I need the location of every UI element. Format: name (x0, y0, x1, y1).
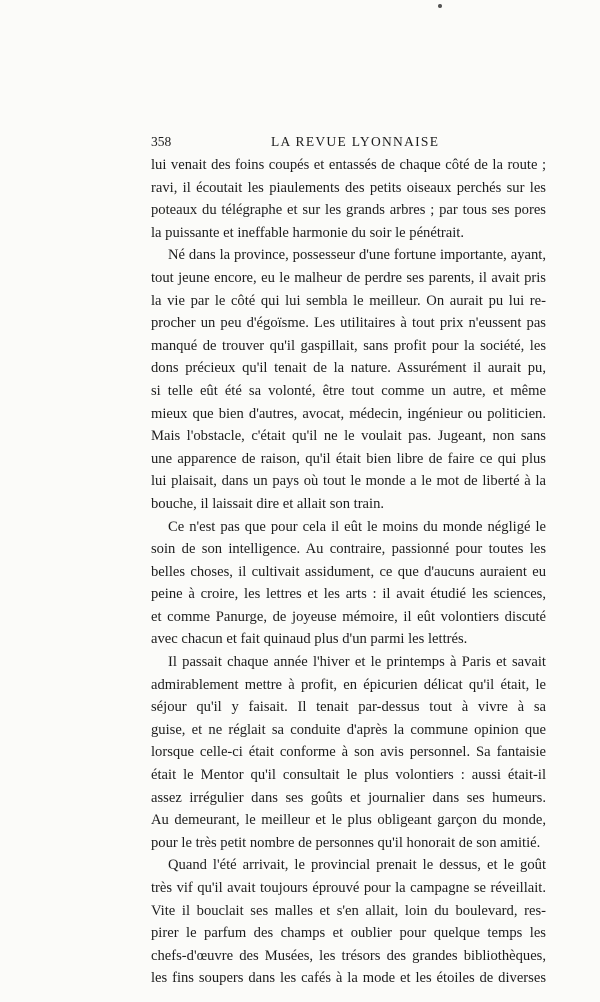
text-line: manqué de trouver qu'il gaspillait, sans profit pour la société, les (151, 337, 546, 354)
text-line: lui venait des foins coupés et entassés de chaque côté de la route ; (151, 157, 546, 173)
text-line: admirablement mettre à profit, en épicurien délicat qu'il était, le (151, 676, 546, 693)
text-line: guise, et ne réglait sa conduite d'après la commune opinion que (151, 721, 546, 738)
text-line: dons précieux qu'il tenait de la nature. Assurément il aurait pu, (151, 360, 546, 377)
print-speck (438, 4, 442, 8)
text-line: poteaux du télégraphe et sur les grands arbres ; par tous ses pores (151, 202, 546, 219)
text-line: procher un peu d'égoïsme. Les utilitaires à tout prix n'eussent pas (151, 315, 546, 332)
text-line: bouche, il laissait dire et allait son train. (151, 495, 385, 512)
text-line: avec chacun et fait quinaud plus d'un parmi les lettrés. (151, 631, 468, 648)
text-line: mieux que bien d'autres, avocat, médecin, ingénieur ou politicien. (151, 405, 546, 422)
text-line: très vif qu'il avait toujours éprouvé pour la campagne se réveillait. (151, 880, 546, 896)
running-head (151, 134, 546, 152)
text-line: Au demeurant, le meilleur et le plus obligeant garçon du monde, (151, 812, 546, 829)
text-line: Vite il bouclait ses malles et s'en allait, loin du boulevard, res- (151, 902, 546, 919)
text-line: assez irrégulier dans ses goûts et journalier dans ses humeurs. (151, 789, 546, 806)
body-text (151, 154, 546, 990)
journal-title: LA REVUE LYONNAISE (271, 134, 440, 149)
text-line: pirer le parfum des champs et oublier pour quelque temps les (151, 925, 546, 942)
text-line: peine à croire, les lettres et les arts : il avait étudié les sciences, (151, 586, 546, 603)
text-line: séjour qu'il y faisait. Il tenait par-dessus tout à vivre à sa (151, 699, 546, 716)
text-line: les fins soupers dans les cafés à la mode et les étoiles de diverses (151, 970, 546, 987)
text-line: Né dans la province, possesseur d'une fortune importante, ayant, (168, 247, 546, 264)
text-line: chefs-d'œuvre des Musées, les trésors des grandes bibliothèques, (151, 947, 546, 964)
text-line: la puissante et ineffable harmonie du soir le pénétrait. (151, 224, 464, 241)
text-line: Quand l'été arrivait, le provincial prenait le dessus, et le goût (168, 857, 546, 874)
text-line: Ce n'est pas que pour cela il eût le moins du monde négligé le (168, 518, 546, 535)
text-line: tout jeune encore, eu le malheur de perdre ses parents, il avait pris (151, 269, 546, 286)
text-line: belles choses, il cultivait assidument, ce que d'aucuns auraient eu (151, 563, 546, 580)
text-line: lorsque celle-ci était conforme à son avis personnel. Sa fantaisie (151, 744, 546, 761)
text-line: et comme Panurge, de joyeuse mémoire, il eût volontiers discuté (151, 608, 546, 625)
page-number: 358 (151, 134, 172, 149)
text-line: Mais l'obstacle, c'était qu'il ne le voulait pas. Jugeant, non sans (151, 428, 546, 445)
text-line: pour le très petit nombre de personnes qu'il honorait de son amitié. (151, 834, 541, 851)
text-line: ravi, il écoutait les piaulements des petits oiseaux perchés sur les (151, 179, 546, 196)
text-line: si telle eût été sa volonté, être tout comme un autre, et même (151, 382, 546, 399)
text-line: Il passait chaque année l'hiver et le printemps à Paris et savait (168, 654, 546, 671)
text-line: soin de son intelligence. Au contraire, passionné pour toutes les (151, 541, 546, 558)
text-line: était le Mentor qu'il consultait le plus volontiers : aussi était-il (151, 767, 546, 784)
text-line: une apparence de raison, qu'il était bien libre de faire ce qui plus (151, 450, 546, 467)
text-line: lui plaisait, dans un pays où tout le monde a le mot de liberté à la (151, 473, 546, 490)
text-line: la vie par le côté qui lui sembla le meilleur. On aurait pu lui re- (151, 292, 546, 309)
